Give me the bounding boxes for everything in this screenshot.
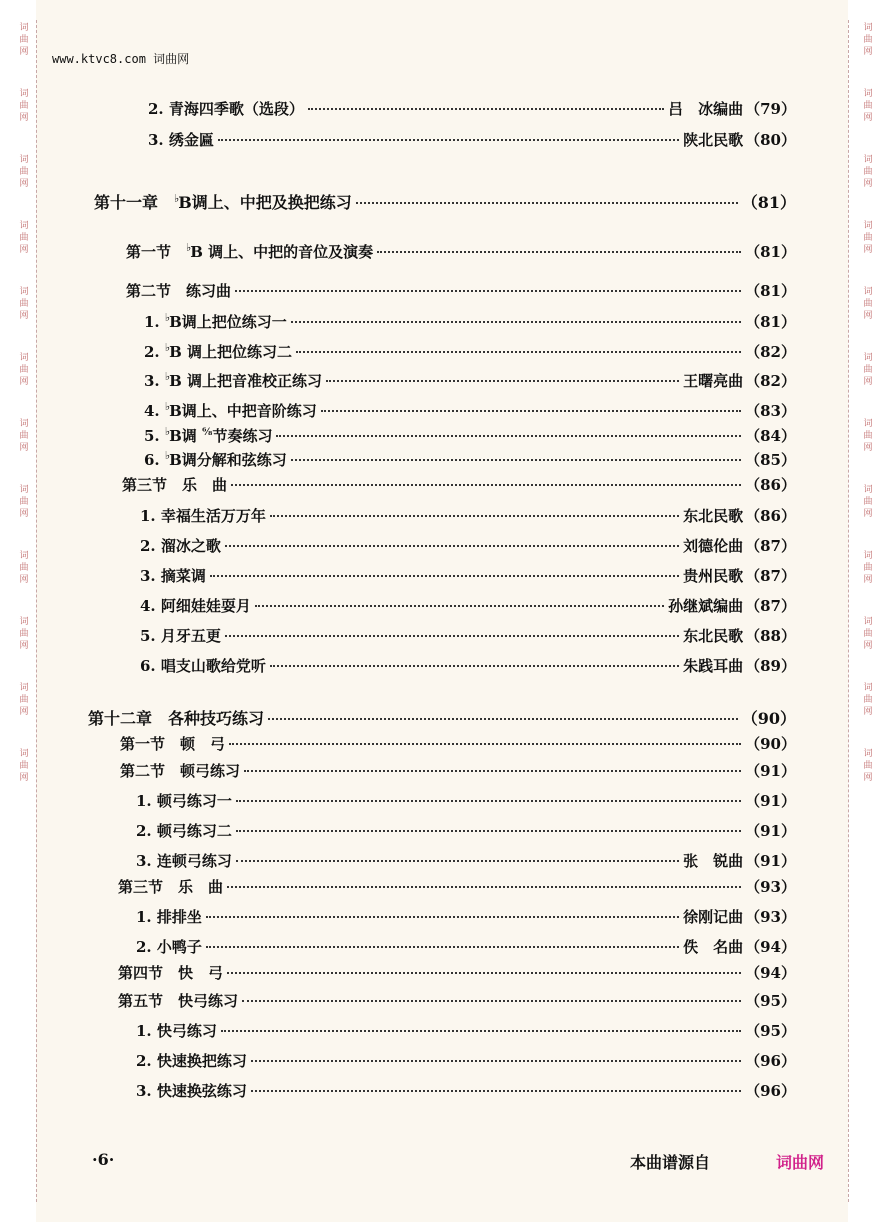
watermark-char: 网	[863, 707, 873, 717]
entry-page: （96）	[745, 1052, 796, 1070]
leader-dots	[218, 139, 679, 141]
leader-dots	[326, 380, 679, 382]
entry-author: 吕 冰编曲	[668, 100, 744, 118]
entry-right	[745, 341, 796, 362]
entry-right	[668, 98, 796, 119]
watermark-char: 曲	[19, 233, 29, 243]
entry-page: （84）	[745, 427, 796, 445]
watermark-char: 网	[863, 311, 873, 321]
watermark-char: 曲	[863, 563, 873, 573]
entry-author: 陕北民歌	[683, 131, 744, 149]
entry-page: （81）	[745, 243, 796, 261]
watermark-char: 曲	[863, 629, 873, 639]
entry-title: 2. 青海四季歌（选段）	[148, 100, 304, 118]
leader-dots	[377, 251, 741, 253]
watermark-group	[19, 22, 28, 58]
entry-right	[745, 241, 796, 262]
entry-title: 3. 绣金匾	[148, 131, 214, 149]
watermark-char: 曲	[19, 299, 29, 309]
entry-title: 第二节 顿弓练习	[120, 762, 241, 780]
entry-right	[745, 820, 796, 841]
watermark-char: 曲	[19, 101, 29, 111]
watermark-char: 曲	[19, 563, 29, 573]
toc-entry	[136, 936, 796, 957]
entry-title: 1. ♭B调上把位练习一	[144, 311, 287, 331]
watermark-char: 网	[19, 575, 29, 585]
entry-page: （83）	[745, 402, 796, 420]
watermark-char: 网	[863, 113, 873, 123]
watermark-char: 网	[19, 179, 29, 189]
toc-entry	[136, 1050, 796, 1071]
flat-symbol: ♭	[186, 241, 192, 254]
entry-page: （81）	[745, 313, 796, 331]
watermark-char: 词	[863, 683, 873, 693]
site-url-header	[52, 50, 189, 67]
entry-author: 张 锐曲	[683, 852, 744, 870]
entry-author: 东北民歌	[683, 627, 744, 645]
watermark-char: 网	[19, 707, 29, 717]
entry-title: 1. 幸福生活万万年	[140, 507, 266, 525]
entry-right	[745, 790, 796, 811]
watermark-group	[863, 484, 872, 520]
entry-page: （95）	[745, 992, 796, 1010]
watermark-char: 曲	[19, 629, 29, 639]
entry-title: 第十二章 各种技巧练习	[88, 709, 265, 728]
watermark-char: 词	[19, 749, 29, 759]
watermark-char: 网	[863, 575, 873, 585]
entry-page: （81）	[745, 282, 796, 300]
watermark-char: 网	[19, 509, 29, 519]
toc-entry	[140, 505, 796, 526]
entry-right	[668, 595, 796, 616]
page-number: ·6·	[92, 1150, 115, 1169]
leader-dots	[291, 321, 741, 323]
entry-right	[683, 850, 796, 871]
watermark-char: 词	[863, 353, 873, 363]
entry-title: 3. 连顿弓练习	[136, 852, 232, 870]
toc-entry	[120, 760, 796, 781]
entry-right	[745, 1050, 796, 1071]
leader-dots	[236, 830, 741, 832]
site-url[interactable]: www.ktvc8.com	[52, 52, 146, 66]
entry-title: 5. ♭B调 $^{^6⁄_8}$节奏练习	[144, 425, 273, 445]
entry-title: 1. 顿弓练习一	[136, 792, 232, 810]
entry-title: 3. ♭B 调上把音准校正练习	[144, 370, 322, 390]
toc-entry	[118, 876, 796, 897]
entry-page: （90）	[745, 735, 796, 753]
entry-right	[683, 906, 796, 927]
chapter-entry	[94, 190, 796, 213]
watermark-char: 网	[19, 641, 29, 651]
watermark-group	[19, 616, 28, 652]
entry-right	[683, 625, 796, 646]
watermark-char: 词	[19, 155, 29, 165]
watermark-group	[863, 550, 872, 586]
watermark-char: 网	[863, 377, 873, 387]
flat-symbol: ♭	[164, 311, 171, 324]
watermark-group	[19, 748, 28, 784]
brand-name: 词曲网	[776, 1153, 825, 1172]
leader-dots	[227, 972, 741, 974]
entry-page: （87）	[745, 567, 796, 585]
entry-title: 3. 摘菜调	[140, 567, 206, 585]
toc-entry	[140, 655, 796, 676]
entry-page: （79）	[745, 100, 796, 118]
leader-dots	[229, 743, 741, 745]
watermark-group	[863, 748, 872, 784]
flat-symbol: ♭	[164, 400, 171, 413]
entry-author: 佚 名曲	[683, 938, 744, 956]
flat-symbol: ♭	[164, 425, 171, 438]
watermark-group	[863, 616, 872, 652]
toc-entry	[144, 370, 796, 391]
entry-author: 贵州民歌	[683, 567, 744, 585]
entry-page: （91）	[745, 762, 796, 780]
toc-entry	[140, 625, 796, 646]
watermark-char: 词	[863, 419, 873, 429]
leader-dots	[206, 946, 679, 948]
entry-page: （87）	[745, 597, 796, 615]
entry-right	[745, 733, 796, 754]
entry-page: （93）	[745, 878, 796, 896]
watermark-group	[863, 88, 872, 124]
entry-title: 5. 月牙五更	[140, 627, 221, 645]
watermark-group	[19, 484, 28, 520]
watermark-char: 曲	[863, 695, 873, 705]
watermark-group	[863, 154, 872, 190]
entry-title: 第三节 乐 曲	[118, 878, 224, 896]
watermark-char: 词	[863, 221, 873, 231]
watermark-char: 词	[863, 155, 873, 165]
watermark-char: 网	[863, 443, 873, 453]
left-watermark-strip	[14, 22, 34, 814]
watermark-group	[863, 220, 872, 256]
toc-entry	[136, 1080, 796, 1101]
entry-page: （87）	[745, 537, 796, 555]
watermark-group	[19, 154, 28, 190]
leader-dots	[210, 575, 679, 577]
chapter-entry	[88, 706, 796, 729]
entry-page: （82）	[745, 372, 796, 390]
entry-title: 6. 唱支山歌给党听	[140, 657, 266, 675]
watermark-char: 曲	[863, 365, 873, 375]
entry-author: 刘德伦曲	[683, 537, 744, 555]
flat-symbol: ♭	[164, 341, 171, 354]
entry-page: （96）	[745, 1082, 796, 1100]
watermark-char: 曲	[863, 233, 873, 243]
watermark-char: 网	[19, 377, 29, 387]
leader-dots	[251, 1060, 741, 1062]
toc-entry	[140, 595, 796, 616]
watermark-char: 词	[19, 353, 29, 363]
entry-page: （93）	[745, 908, 796, 926]
toc-entry	[144, 425, 796, 446]
leader-dots	[356, 202, 738, 204]
watermark-char: 曲	[19, 695, 29, 705]
entry-title: 第五节 快弓练习	[118, 992, 239, 1010]
entry-title: 6. ♭B调分解和弦练习	[144, 449, 287, 469]
entry-title: 2. 小鸭子	[136, 938, 202, 956]
watermark-char: 曲	[19, 497, 29, 507]
watermark-group	[863, 286, 872, 322]
watermark-group	[19, 88, 28, 124]
entry-right	[683, 505, 796, 526]
watermark-group	[19, 550, 28, 586]
watermark-char: 词	[19, 287, 29, 297]
entry-right	[745, 311, 796, 332]
leader-dots	[251, 1090, 741, 1092]
entry-author: 王曙亮曲	[683, 372, 744, 390]
entry-page: （88）	[745, 627, 796, 645]
entry-page: （94）	[745, 938, 796, 956]
toc-entry	[140, 565, 796, 586]
entry-right	[742, 706, 796, 729]
toc-entry	[148, 129, 796, 150]
entry-right	[745, 425, 796, 446]
watermark-char: 词	[863, 287, 873, 297]
entry-right	[683, 565, 796, 586]
watermark-group	[19, 682, 28, 718]
right-watermark-strip	[858, 22, 878, 814]
watermark-char: 网	[19, 311, 29, 321]
entry-right	[683, 936, 796, 957]
watermark-char: 网	[863, 509, 873, 519]
entry-page: （80）	[745, 131, 796, 149]
watermark-char: 曲	[19, 365, 29, 375]
entry-page: （94）	[745, 964, 796, 982]
watermark-char: 词	[863, 23, 873, 33]
entry-right	[745, 962, 796, 983]
watermark-char: 曲	[863, 299, 873, 309]
entry-title: 第二节 练习曲	[126, 282, 232, 300]
watermark-char: 网	[19, 773, 29, 783]
entry-title: 2. 溜冰之歌	[140, 537, 221, 555]
entry-page: （90）	[741, 709, 796, 728]
source-text: 本曲谱源自	[630, 1153, 711, 1172]
watermark-char: 网	[19, 245, 29, 255]
entry-right	[745, 1080, 796, 1101]
leader-dots	[242, 1000, 741, 1002]
entry-right	[745, 876, 796, 897]
watermark-group	[19, 352, 28, 388]
entry-page: （85）	[745, 451, 796, 469]
watermark-char: 曲	[863, 761, 873, 771]
entry-author: 徐刚记曲	[683, 908, 744, 926]
leader-dots	[231, 484, 741, 486]
watermark-char: 词	[19, 485, 29, 495]
leader-dots	[244, 770, 741, 772]
watermark-char: 词	[19, 89, 29, 99]
entry-title: 2. 快速换把练习	[136, 1052, 247, 1070]
leader-dots	[225, 545, 679, 547]
watermark-char: 网	[863, 47, 873, 57]
watermark-char: 曲	[863, 431, 873, 441]
toc-entry	[136, 1020, 796, 1041]
toc-entry	[118, 990, 796, 1011]
entry-title: 第三节 乐 曲	[122, 476, 228, 494]
watermark-group	[19, 286, 28, 322]
toc-entry	[136, 850, 796, 871]
watermark-char: 词	[19, 617, 29, 627]
watermark-char: 网	[19, 47, 29, 57]
toc-entry	[148, 98, 796, 119]
watermark-char: 词	[863, 551, 873, 561]
flat-symbol: ♭	[174, 191, 180, 205]
toc-entry	[140, 535, 796, 556]
watermark-char: 网	[863, 179, 873, 189]
entry-page: （95）	[745, 1022, 796, 1040]
entry-author: 朱践耳曲	[683, 657, 744, 675]
watermark-char: 词	[19, 683, 29, 693]
entry-right	[745, 449, 796, 470]
watermark-char: 词	[19, 419, 29, 429]
leader-dots	[321, 410, 741, 412]
toc-entry	[118, 962, 796, 983]
entry-title: 第一节 ♭B 调上、中把的音位及演奏	[126, 241, 374, 261]
watermark-group	[863, 682, 872, 718]
flat-symbol: ♭	[164, 370, 171, 383]
leader-dots	[227, 886, 741, 888]
leader-dots	[221, 1030, 741, 1032]
toc-entry	[120, 733, 796, 754]
watermark-char: 网	[19, 113, 29, 123]
watermark-group	[863, 22, 872, 58]
site-name: 词曲网	[153, 52, 190, 66]
toc-entry	[144, 341, 796, 362]
entry-title: 2. ♭B 调上把位练习二	[144, 341, 292, 361]
right-border	[848, 20, 849, 1202]
entry-author: 孙继斌编曲	[668, 597, 744, 615]
toc-entry	[136, 906, 796, 927]
entry-title: 4. ♭B调上、中把音阶练习	[144, 400, 317, 420]
entry-title: 2. 顿弓练习二	[136, 822, 232, 840]
entry-title: 1. 排排坐	[136, 908, 202, 926]
flat-symbol: ♭	[164, 449, 171, 462]
entry-page: （86）	[745, 507, 796, 525]
entry-right	[742, 190, 796, 213]
entry-page: （91）	[745, 822, 796, 840]
leader-dots	[255, 605, 664, 607]
leader-dots	[270, 515, 679, 517]
entry-page: （82）	[745, 343, 796, 361]
watermark-char: 词	[19, 221, 29, 231]
watermark-char: 曲	[863, 497, 873, 507]
watermark-char: 曲	[863, 35, 873, 45]
toc-entry	[126, 280, 796, 301]
entry-right	[683, 370, 796, 391]
watermark-char: 曲	[863, 167, 873, 177]
watermark-group	[863, 352, 872, 388]
entry-title: 3. 快速换弦练习	[136, 1082, 247, 1100]
watermark-char: 网	[863, 773, 873, 783]
leader-dots	[236, 860, 679, 862]
leader-dots	[268, 718, 738, 720]
leader-dots	[236, 800, 741, 802]
watermark-char: 曲	[19, 167, 29, 177]
watermark-char: 网	[863, 641, 873, 651]
entry-title: 1. 快弓练习	[136, 1022, 217, 1040]
entry-page: （91）	[745, 852, 796, 870]
watermark-group	[19, 220, 28, 256]
entry-title: 第十一章 ♭B调上、中把及换把练习	[94, 191, 352, 212]
watermark-char: 网	[863, 245, 873, 255]
toc-entry	[144, 311, 796, 332]
entry-author: 东北民歌	[683, 507, 744, 525]
leader-dots	[276, 435, 741, 437]
watermark-char: 曲	[19, 431, 29, 441]
watermark-char: 词	[863, 89, 873, 99]
entry-page: （81）	[741, 193, 796, 212]
entry-title: 第四节 快 弓	[118, 964, 224, 982]
watermark-char: 曲	[19, 761, 29, 771]
watermark-char: 词	[19, 551, 29, 561]
leader-dots	[206, 916, 679, 918]
entry-right	[745, 280, 796, 301]
leader-dots	[270, 665, 679, 667]
toc-entry	[144, 449, 796, 470]
watermark-char: 词	[863, 617, 873, 627]
entry-title: 4. 阿细娃娃耍月	[140, 597, 251, 615]
entry-page: （91）	[745, 792, 796, 810]
leader-dots	[291, 459, 741, 461]
watermark-group	[863, 418, 872, 454]
entry-page: （89）	[745, 657, 796, 675]
toc-entry	[136, 790, 796, 811]
watermark-group	[19, 418, 28, 454]
watermark-char: 曲	[863, 101, 873, 111]
toc-entry	[136, 820, 796, 841]
watermark-char: 词	[863, 749, 873, 759]
entry-right	[745, 760, 796, 781]
leader-dots	[235, 290, 741, 292]
leader-dots	[225, 635, 679, 637]
leader-dots	[296, 351, 741, 353]
entry-right	[745, 400, 796, 421]
entry-right	[683, 535, 796, 556]
toc-entry	[144, 400, 796, 421]
leader-dots	[308, 108, 664, 110]
left-border	[36, 20, 37, 1202]
entry-right	[745, 1020, 796, 1041]
watermark-char: 曲	[19, 35, 29, 45]
entry-right	[745, 990, 796, 1011]
toc-entry	[126, 241, 796, 262]
entry-right	[683, 655, 796, 676]
toc-entry	[122, 474, 796, 495]
watermark-char: 词	[863, 485, 873, 495]
watermark-char: 词	[19, 23, 29, 33]
entry-title: 第一节 顿 弓	[120, 735, 226, 753]
entry-right	[683, 129, 796, 150]
entry-page: （86）	[745, 476, 796, 494]
watermark-char: 网	[19, 443, 29, 453]
entry-right	[745, 474, 796, 495]
time-signature: ⁶⁄₈	[202, 427, 213, 438]
